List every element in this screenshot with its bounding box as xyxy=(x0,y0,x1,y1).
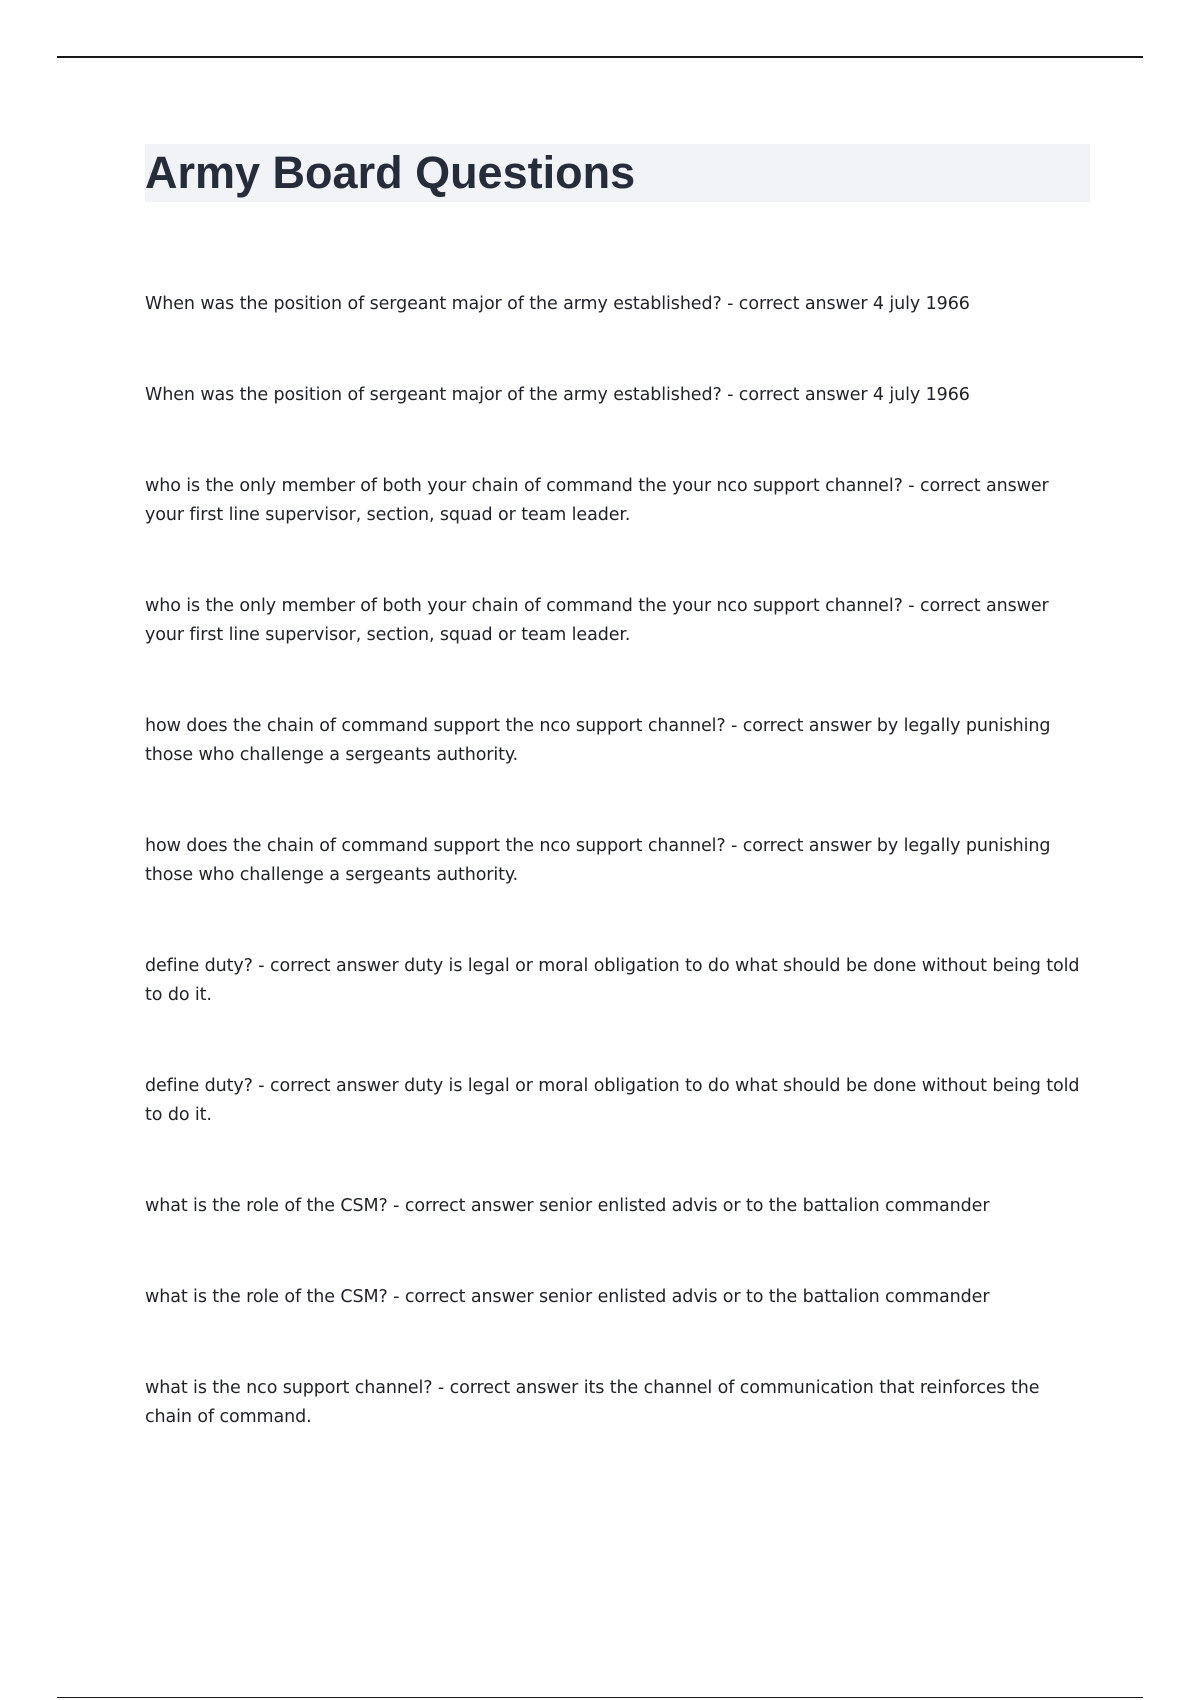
page-title: Army Board Questions xyxy=(145,147,636,198)
qa-item: how does the chain of command support the nco support channel? - correct answer by legally punishing those who challenge a sergeants authority. xyxy=(145,836,1051,885)
top-divider xyxy=(57,56,1143,58)
qa-item: what is the nco support channel? - correct answer its the channel of communication that reinforces the chain of command. xyxy=(145,1378,1040,1427)
title-banner xyxy=(145,144,1090,202)
qa-item: what is the role of the CSM? - correct answer senior enlisted advis or to the battalion commander xyxy=(145,1287,990,1307)
qa-item: When was the position of sergeant major of the army established? - correct answer 4 july 1966 xyxy=(145,294,970,314)
bottom-divider xyxy=(57,1697,1143,1698)
qa-item: who is the only member of both your chain of command the your nco support channel? - correct answer your first line supervisor, section, squad or team leader. xyxy=(145,596,1049,645)
qa-item: define duty? - correct answer duty is legal or moral obligation to do what should be done without being told to do it. xyxy=(145,1076,1080,1125)
qa-list xyxy=(145,290,1090,1494)
qa-item: who is the only member of both your chain of command the your nco support channel? - correct answer your first line supervisor, section, squad or team leader. xyxy=(145,476,1049,525)
qa-item: define duty? - correct answer duty is legal or moral obligation to do what should be done without being told to do it. xyxy=(145,956,1080,1005)
qa-item: When was the position of sergeant major of the army established? - correct answer 4 july 1966 xyxy=(145,385,970,405)
qa-item: how does the chain of command support the nco support channel? - correct answer by legally punishing those who challenge a sergeants authority. xyxy=(145,716,1051,765)
qa-item: what is the role of the CSM? - correct answer senior enlisted advis or to the battalion commander xyxy=(145,1196,990,1216)
